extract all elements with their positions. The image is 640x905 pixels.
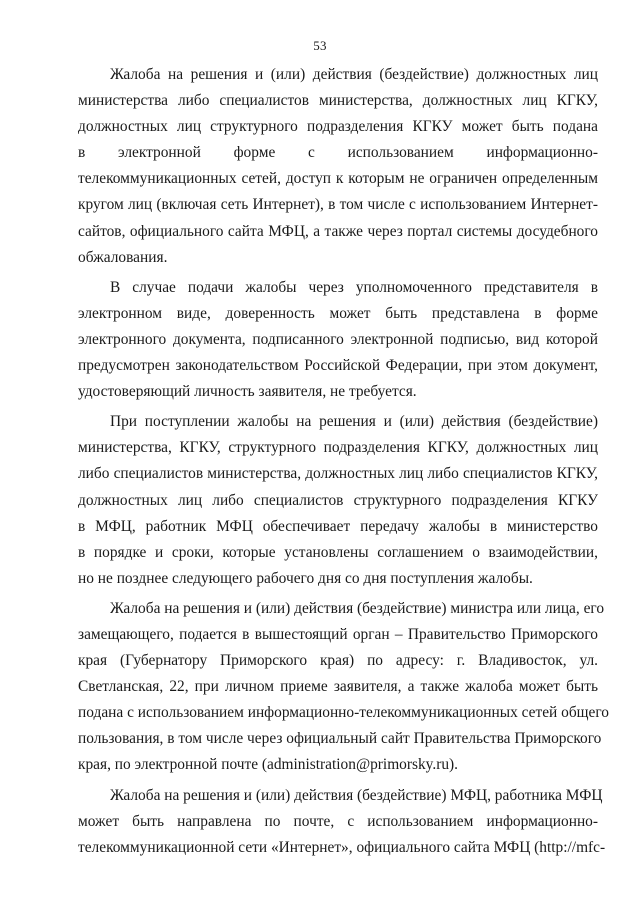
text-line: должностных лиц либо специалистов структурного подразделения КГКУ	[78, 491, 598, 509]
text-line: края, по электронной почте (administration@primorsky.ru).	[78, 756, 459, 774]
page-number: 53	[313, 38, 327, 53]
text-line: Жалоба на решения и (или) действия (бездействие) министра или лица, его	[110, 599, 605, 617]
text-line: но не позднее следующего рабочего дня со дня поступления жалобы.	[78, 569, 533, 587]
paragraph-mfc-transfer	[78, 409, 598, 592]
text-line: замещающего, подается в вышестоящий орган – Правительство Приморского	[78, 625, 598, 643]
text-line: В случае подачи жалобы через уполномоченного представителя в	[110, 278, 598, 296]
text-line: электронного документа, подписанного электронной подписью, вид которой	[78, 330, 598, 348]
text-line: либо специалистов министерства, должностных лиц либо специалистов КГКУ,	[78, 465, 598, 483]
text-line: Светланская, 22, при личном приеме заявителя, а также жалоба может быть	[78, 678, 598, 696]
text-line: подана с использованием информационно-телекоммуникационных сетей общего	[78, 704, 609, 722]
text-line: министерства либо специалистов министерства, должностных лиц КГКУ,	[78, 92, 598, 110]
text-line: телекоммуникационной сети «Интернет», официального сайта МФЦ (http://mfc-	[78, 838, 606, 856]
text-line: удостоверяющий личность заявителя, не требуется.	[78, 383, 417, 401]
text-line: Жалоба на решения и (или) действия (бездействие) МФЦ, работника МФЦ	[110, 786, 603, 804]
text-line: министерства, КГКУ, структурного подразделения КГКУ, должностных лиц	[78, 439, 598, 457]
paragraph-minister-complaint	[78, 596, 609, 779]
text-line: Жалоба на решения и (или) действия (бездействие) должностных лиц	[110, 66, 598, 83]
text-line: кругом лиц (включая сеть Интернет), в том числе с использованием Интернет-	[78, 196, 598, 214]
paragraph-mfc-complaint	[78, 783, 606, 861]
text-line: в МФЦ, работник МФЦ обеспечивает передачу жалобы в министерство	[78, 517, 598, 535]
text-line: может быть направлена по почте, с использованием информационно-	[78, 812, 598, 830]
text-line: в порядке и сроки, которые установлены соглашением о взаимодействии,	[78, 543, 598, 561]
text-line: пользования, в том числе через официальный сайт Правительства Приморского	[78, 730, 602, 748]
text-line: телекоммуникационных сетей, доступ к которым не ограничен определенным	[78, 170, 598, 188]
paragraph-representative	[78, 275, 598, 405]
document-body	[78, 62, 609, 861]
text-line: При поступлении жалобы на решения и (или) действия (бездействие)	[110, 413, 598, 431]
text-line: в электронной форме с использованием информационно-	[78, 144, 598, 162]
text-line: предусмотрен законодательством Российской Федерации, при этом документ,	[78, 357, 598, 375]
paragraph-complaint-electronic	[78, 62, 598, 271]
text-line: должностных лиц структурного подразделения КГКУ может быть подана	[78, 118, 598, 136]
text-line: края (Губернатору Приморского края) по адресу: г. Владивосток, ул.	[78, 652, 598, 670]
text-line: электронном виде, доверенность может быть представлена в форме	[78, 304, 598, 322]
text-line: сайтов, официального сайта МФЦ, а также через портал системы досудебного	[78, 222, 598, 240]
text-line: обжалования.	[78, 248, 168, 266]
